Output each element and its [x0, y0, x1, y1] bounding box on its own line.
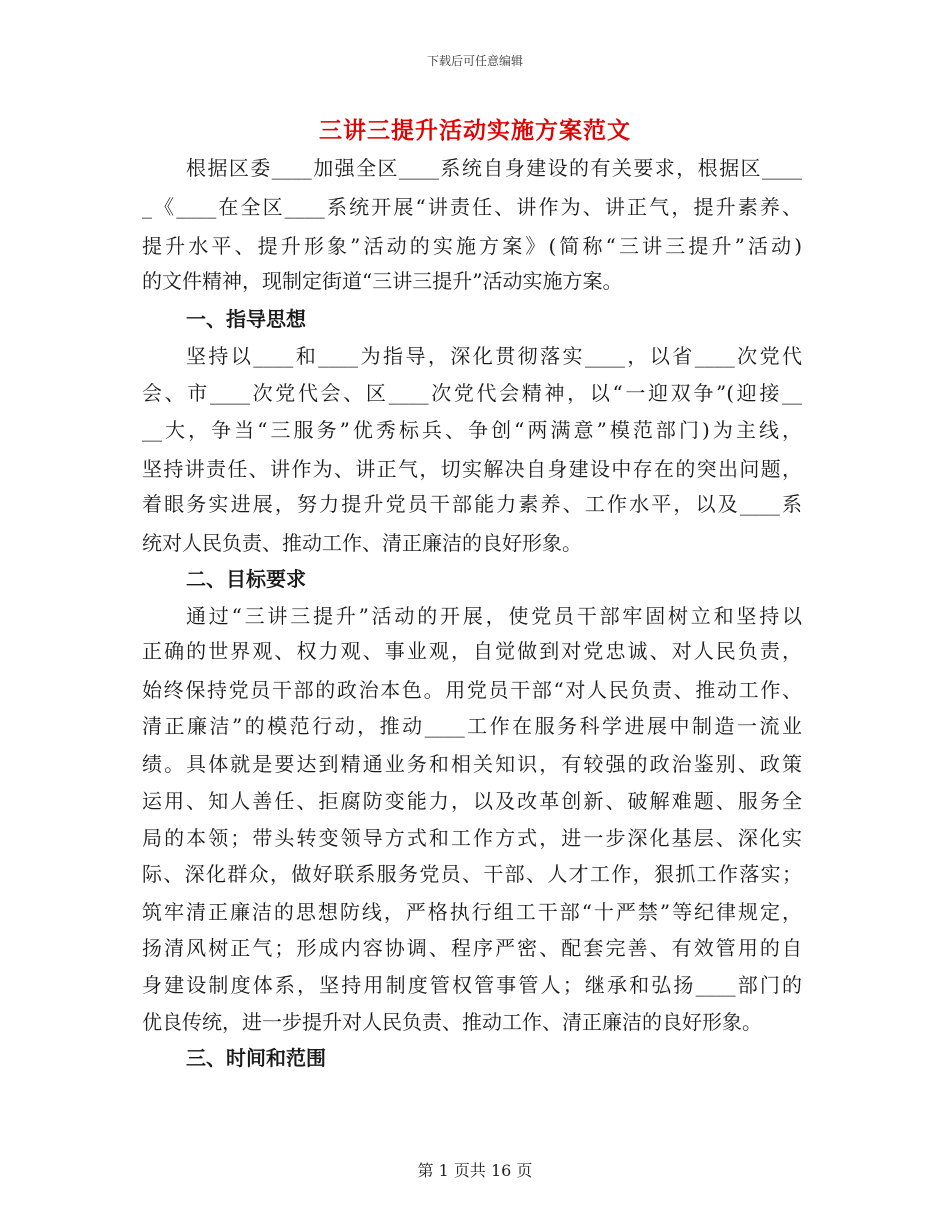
section1-line: 会、市____次党代会、区____次党代会精神，以“一迎双争”(迎接__ [142, 381, 802, 405]
section2-line: 局的本领；带头转变领导方式和工作方式，进一步深化基层、深化实 [142, 826, 802, 850]
section2-line: 际、深化群众，做好联系服务党员、干部、人才工作，狠抓工作落实； [142, 862, 802, 886]
intro-line: 提升水平、提升形象”活动的实施方案》(简称“三讲三提升”活动) [142, 234, 802, 258]
section2-line: 绩。具体就是要达到精通业务和相关知识，有较强的政治鉴别、政策 [142, 752, 802, 776]
section-heading-guiding-ideology: 一、指导思想 [186, 307, 306, 331]
document-title: 三讲三提升活动实施方案范文 [319, 117, 631, 144]
section-heading-time-and-scope: 三、时间和范围 [186, 1046, 326, 1070]
section2-line: 正确的世界观、权力观、事业观，自觉做到对党忠诚、对人民负责， [142, 639, 802, 663]
section2-line: 身建设制度体系，坚持用制度管权管事管人；继承和弘扬____部门的 [142, 973, 802, 997]
section1-line: 着眼务实进展，努力提升党员干部能力素养、工作水平，以及____系 [142, 492, 802, 516]
section2-line: 运用、知人善任、拒腐防变能力，以及改革创新、破解难题、服务全 [142, 789, 802, 813]
intro-line: _《____在全区____系统开展“讲责任、讲作为、讲正气，提升素养、 [142, 195, 802, 219]
section-heading-goals: 二、目标要求 [186, 567, 306, 591]
section2-line: 始终保持党员干部的政治本色。用党员干部“对人民负责、推动工作、 [142, 678, 802, 702]
section2-line: 通过“三讲三提升”活动的开展，使党员干部牢固树立和坚持以 [186, 604, 802, 628]
page-header: 下载后可任意编辑 [426, 54, 523, 68]
section1-line: 坚持以____和____为指导，深化贯彻落实____，以省____次党代 [186, 344, 802, 368]
section2-line: 扬清风树正气；形成内容协调、程序严密、配套完善、有效管用的自 [142, 936, 802, 960]
intro-line: 根据区委____加强全区____系统自身建设的有关要求，根据区____ [186, 156, 802, 180]
section2-line: 清正廉洁”的模范行动，推动____工作在服务科学进展中制造一流业 [142, 714, 802, 738]
section2-line: 优良传统，进一步提升对人民负责、推动工作、清正廉洁的良好形象。 [142, 1010, 762, 1034]
section1-line: 坚持讲责任、讲作为、讲正气，切实解决自身建设中存在的突出问题， [142, 457, 802, 481]
section2-line: 筑牢清正廉洁的思想防线，严格执行组工干部“十严禁”等纪律规定， [142, 900, 802, 924]
page-footer: 第 1 页共 16 页 [417, 1161, 533, 1180]
section1-line: 统对人民负责、推动工作、清正廉洁的良好形象。 [142, 531, 582, 555]
section1-line: __大，争当“三服务”优秀标兵、争创“两满意”模范部门)为主线， [142, 418, 802, 442]
intro-line: 的文件精神，现制定街道“三讲三提升”活动实施方案。 [142, 269, 623, 293]
